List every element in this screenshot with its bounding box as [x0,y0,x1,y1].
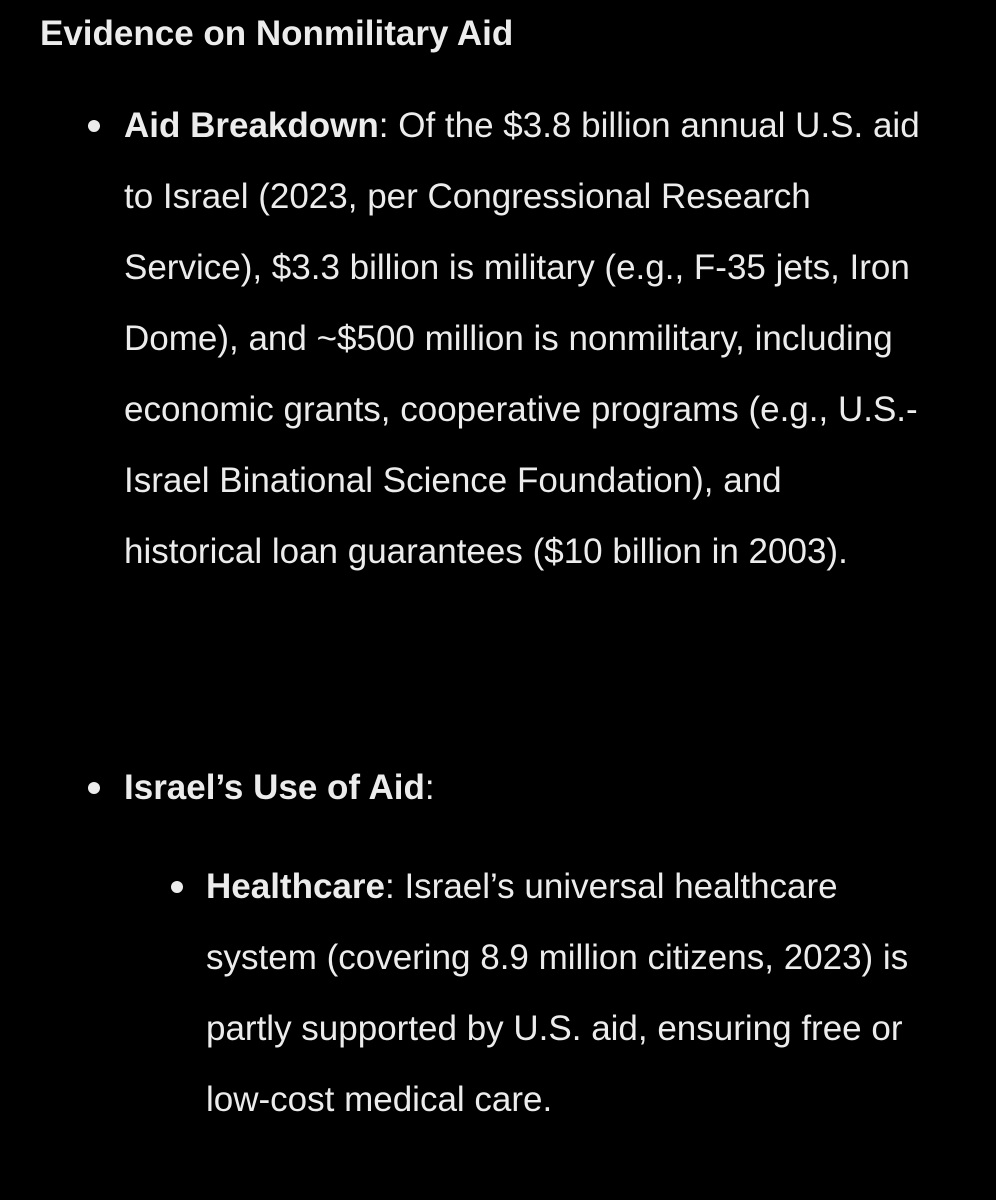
section-heading: Evidence on Nonmilitary Aid [40,14,514,53]
subitem-separator: : [384,867,395,906]
item-text: Of the $3.8 billion annual U.S. aid to Israel (2023, per Congressional Research Service), $3.3 billion is military (e.g., F-35 jets, Iron Dome), and ~$500 million is nonmilitary, including economic grants, cooperative programs (e.g., U.S.-Israel Binational Science Foundation), and historical loan guarantees ($10 billion in 2003). [124,106,920,571]
sublist-item-healthcare [206,851,946,1135]
bullet-icon [88,782,100,794]
subitem-text: Israel’s universal healthcare system (covering 8.9 million citizens, 2023) is partly supported by U.S. aid, ensuring free or low-cost medical care. [206,867,909,1119]
item-term: Israel’s Use of Aid [124,768,425,807]
item-separator: : [424,768,435,807]
list-item-aid-breakdown [124,90,924,587]
subitem-term: Healthcare [206,867,385,906]
nested-bullet-icon [171,881,183,893]
bullet-icon [88,120,100,132]
item-separator: : [378,106,389,145]
list-item-israel-use-of-aid [124,752,924,823]
item-term: Aid Breakdown [124,106,379,145]
